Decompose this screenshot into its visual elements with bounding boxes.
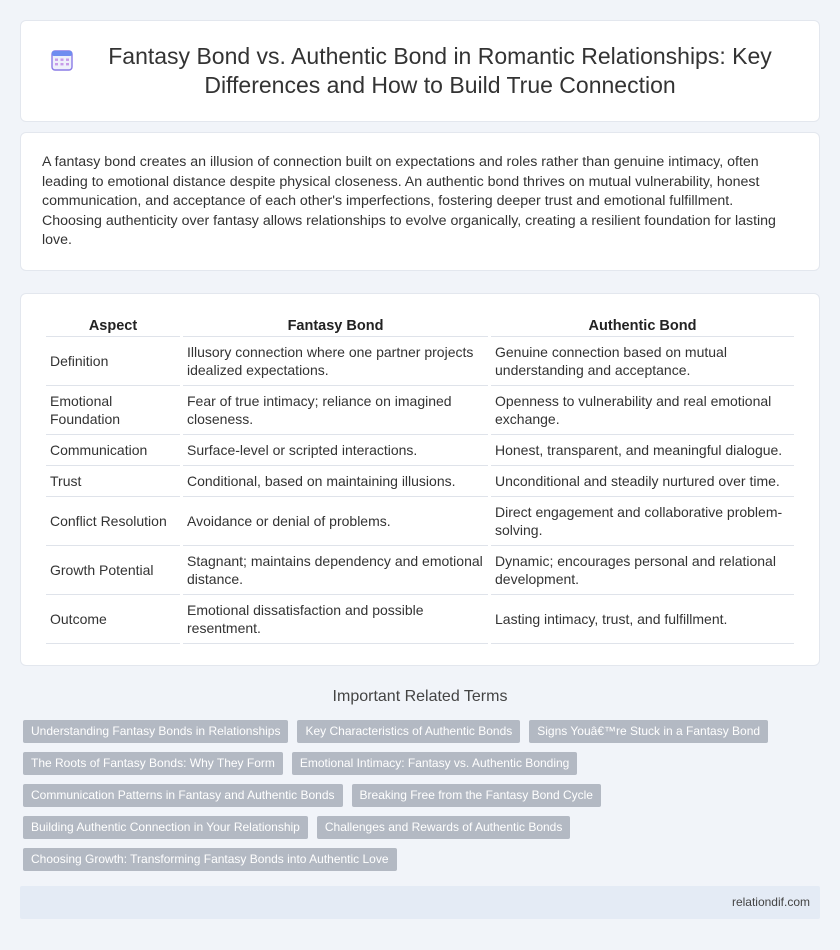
cell-fantasy: Surface-level or scripted interactions. [183, 435, 488, 466]
cell-fantasy: Emotional dissatisfaction and possible resentment. [183, 595, 488, 644]
cell-authentic: Openness to vulnerability and real emotional exchange. [491, 386, 794, 435]
header-aspect: Aspect [46, 314, 180, 337]
table-row [46, 595, 794, 644]
cell-fantasy: Avoidance or denial of problems. [183, 497, 488, 546]
related-term-tag[interactable]: Signs Youâ€™re Stuck in a Fantasy Bond [529, 720, 768, 743]
comparison-table [43, 314, 797, 644]
cell-authentic: Direct engagement and collaborative problem-solving. [491, 497, 794, 546]
cell-aspect: Emotional Foundation [46, 386, 180, 435]
related-term-tag[interactable]: Building Authentic Connection in Your Relationship [23, 816, 308, 839]
footer-bar [20, 886, 820, 919]
cell-aspect: Definition [46, 337, 180, 386]
cell-fantasy: Fear of true intimacy; reliance on imagined closeness. [183, 386, 488, 435]
cell-authentic: Dynamic; encourages personal and relational development. [491, 546, 794, 595]
calendar-icon [50, 48, 74, 72]
table-row [46, 546, 794, 595]
related-term-tag[interactable]: Key Characteristics of Authentic Bonds [297, 720, 520, 743]
related-terms-tags [20, 720, 820, 871]
table-row [46, 386, 794, 435]
related-term-tag[interactable]: Communication Patterns in Fantasy and Authentic Bonds [23, 784, 343, 807]
cell-aspect: Trust [46, 466, 180, 497]
header-authentic-bond: Authentic Bond [491, 314, 794, 337]
table-header-row [46, 314, 794, 337]
cell-authentic: Lasting intimacy, trust, and fulfillment. [491, 595, 794, 644]
intro-paragraph: A fantasy bond creates an illusion of connection built on expectations and roles rather than genuine intimacy, often leading to emotional distance despite physical closeness. An authentic bond thrives on mutual vulnerability, honest communication, and acceptance of each other's imperfections, fostering deeper trust and emotional fulfillment. Choosing authenticity over fantasy allows relationships to evolve organically, creating a resilient foundation for lasting love. [42, 154, 776, 248]
related-terms-section [20, 686, 820, 871]
related-term-tag[interactable]: Breaking Free from the Fantasy Bond Cycle [352, 784, 601, 807]
cell-fantasy: Illusory connection where one partner projects idealized expectations. [183, 337, 488, 386]
header-fantasy-bond: Fantasy Bond [183, 314, 488, 337]
table-row [46, 497, 794, 546]
cell-fantasy: Conditional, based on maintaining illusions. [183, 466, 488, 497]
cell-authentic: Unconditional and steadily nurtured over time. [491, 466, 794, 497]
related-term-tag[interactable]: Emotional Intimacy: Fantasy vs. Authentic Bonding [292, 752, 577, 775]
related-term-tag[interactable]: Understanding Fantasy Bonds in Relationships [23, 720, 288, 743]
related-term-tag[interactable]: Challenges and Rewards of Authentic Bonds [317, 816, 571, 839]
related-terms-heading: Important Related Terms [332, 688, 508, 705]
related-term-tag[interactable]: Choosing Growth: Transforming Fantasy Bonds into Authentic Love [23, 848, 397, 871]
title-card [20, 20, 820, 122]
table-row [46, 435, 794, 466]
page-title: Fantasy Bond vs. Authentic Bond in Romantic Relationships: Key Differences and How to Build True Connection [108, 43, 772, 98]
cell-authentic: Honest, transparent, and meaningful dialogue. [491, 435, 794, 466]
cell-authentic: Genuine connection based on mutual understanding and acceptance. [491, 337, 794, 386]
related-term-tag[interactable]: The Roots of Fantasy Bonds: Why They Form [23, 752, 283, 775]
cell-aspect: Communication [46, 435, 180, 466]
intro-card [20, 132, 820, 271]
cell-aspect: Outcome [46, 595, 180, 644]
cell-aspect: Conflict Resolution [46, 497, 180, 546]
footer-site-link[interactable]: relationdif.com [731, 895, 810, 909]
comparison-table-card [20, 293, 820, 666]
cell-aspect: Growth Potential [46, 546, 180, 595]
table-row [46, 337, 794, 386]
table-row [46, 466, 794, 497]
cell-fantasy: Stagnant; maintains dependency and emotional distance. [183, 546, 488, 595]
